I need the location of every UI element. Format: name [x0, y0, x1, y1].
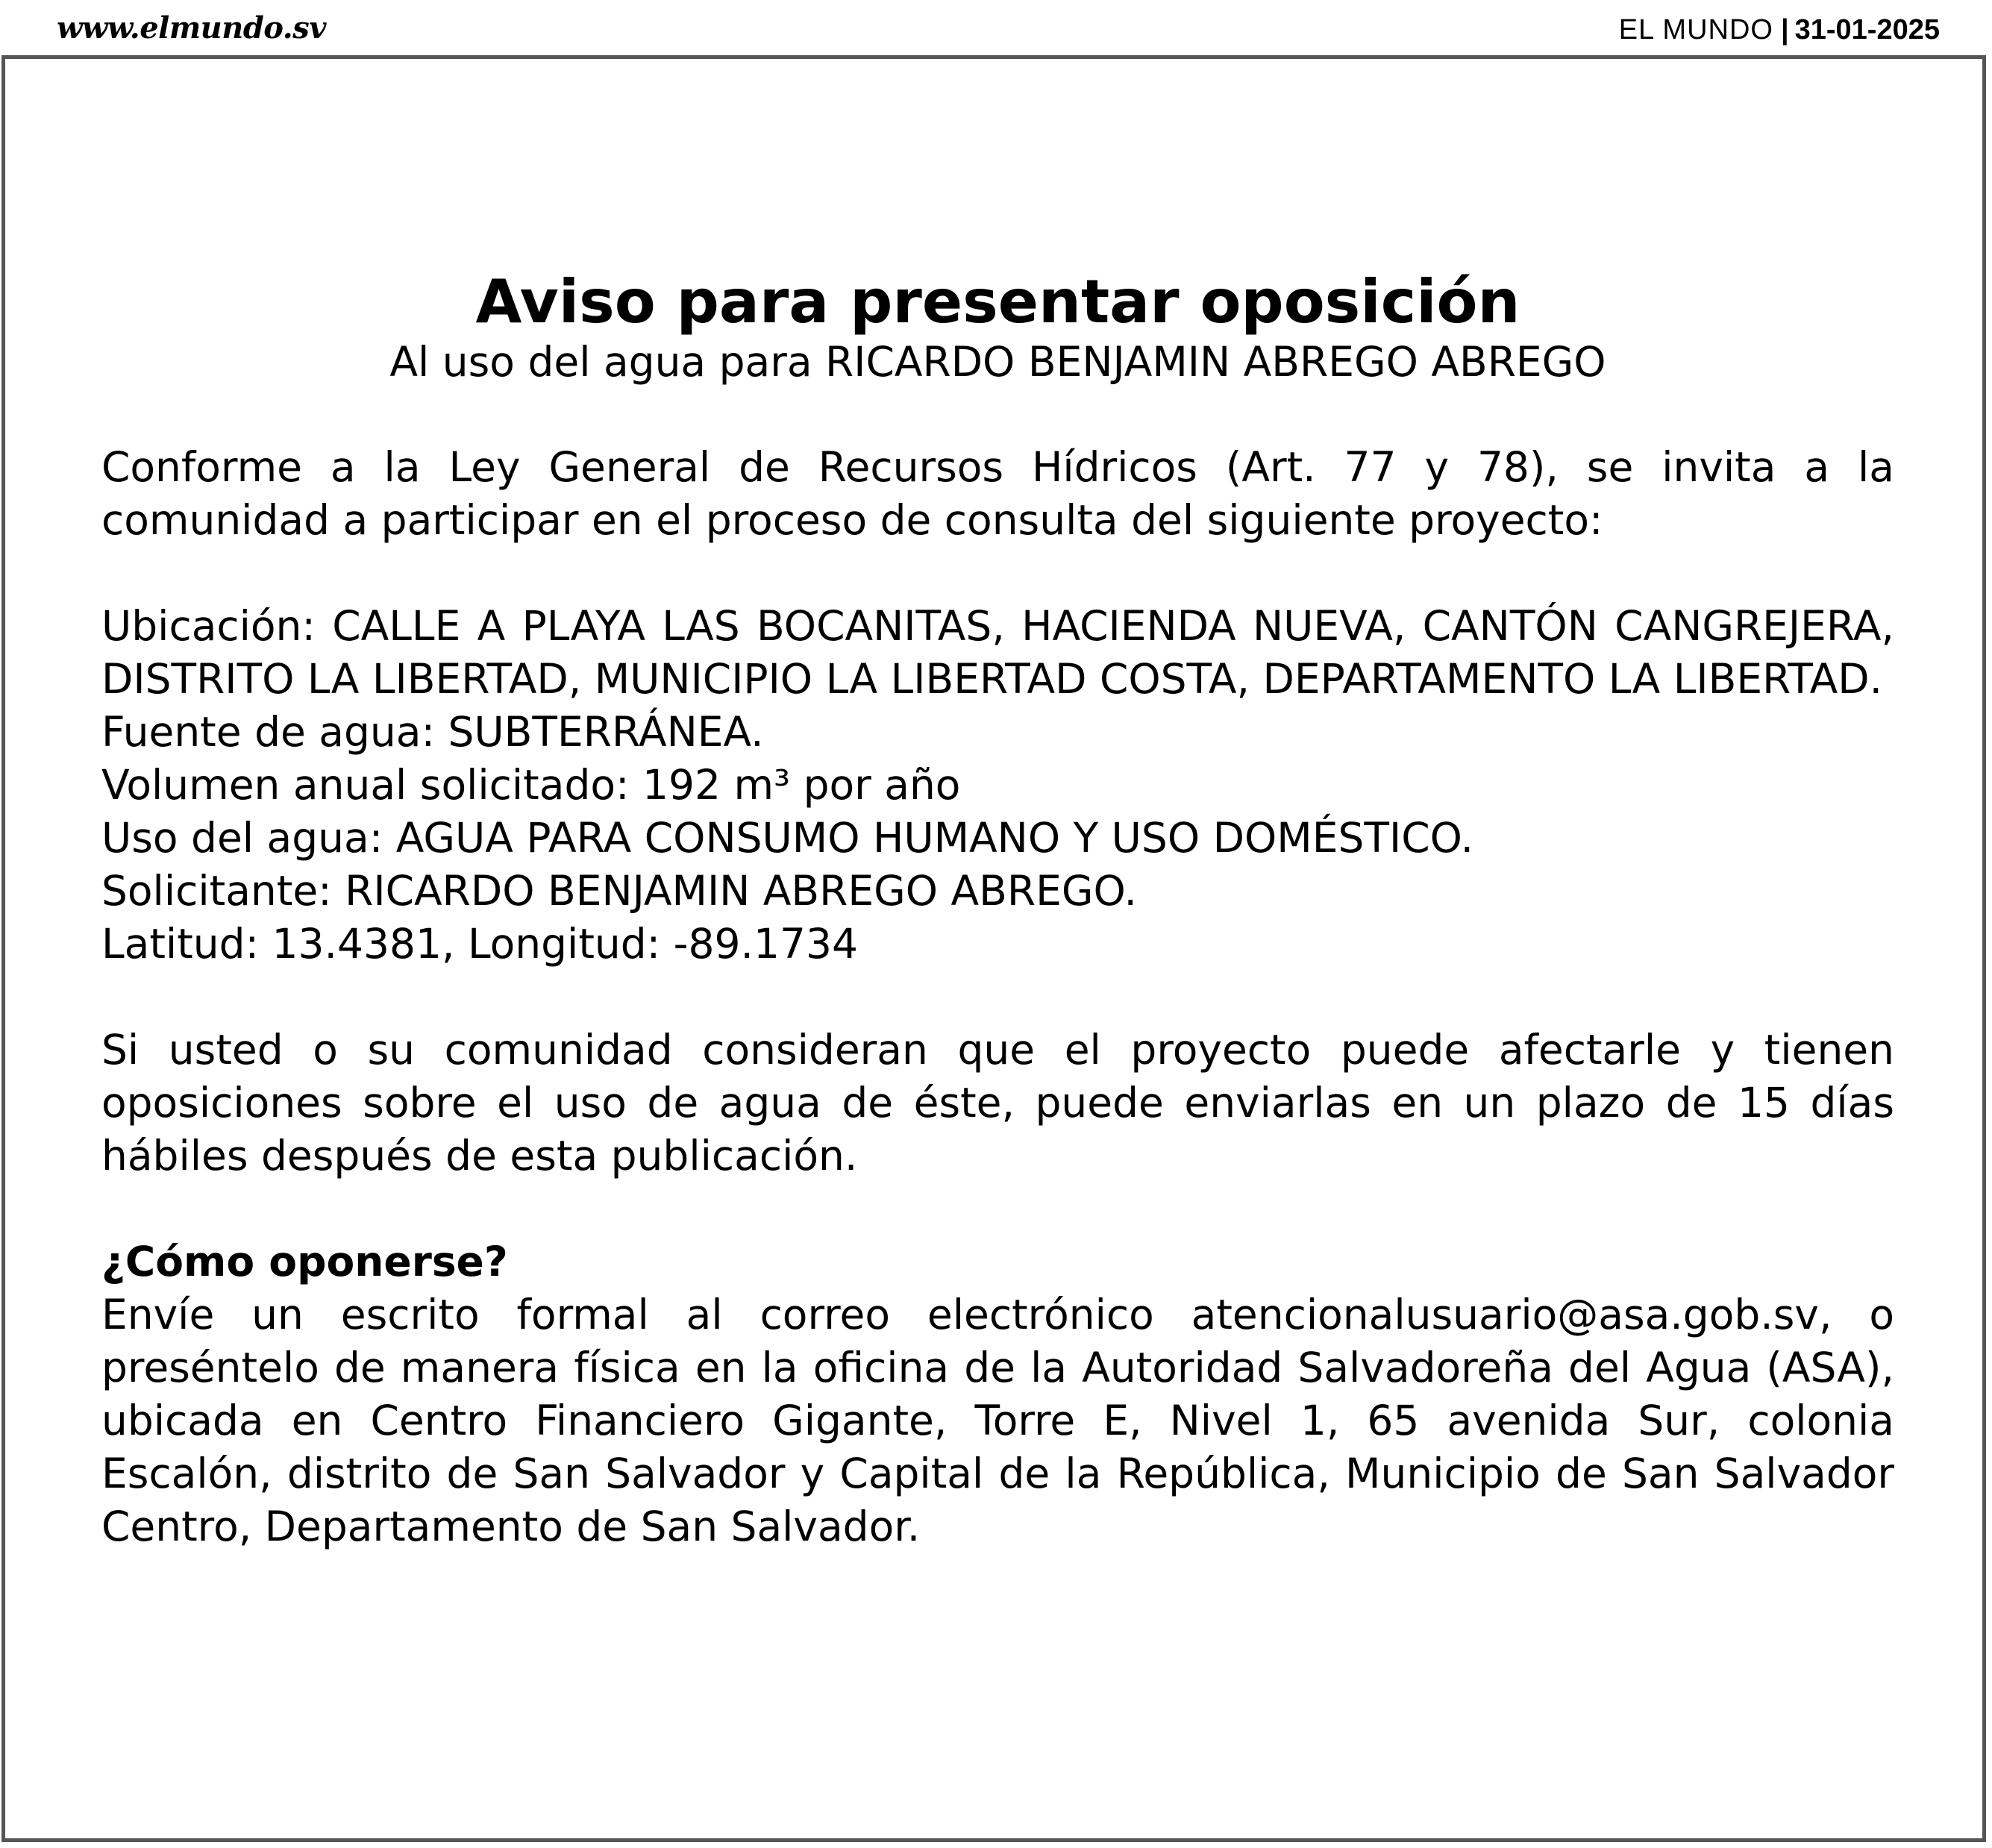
notice-content: [101, 269, 1894, 1553]
detail-applicant: Solicitante: RICARDO BENJAMIN ABREGO ABREGO.: [101, 867, 1137, 915]
detail-source: Fuente de agua: SUBTERRÁNEA.: [101, 708, 764, 756]
spacer: [101, 547, 1894, 600]
publication-date: 31-01-2025: [1794, 14, 1940, 46]
publication-name: EL MUNDO: [1618, 14, 1773, 46]
notice-title: Aviso para presentar oposición: [475, 267, 1520, 336]
publication-info: [1619, 12, 1940, 48]
detail-volume: Volumen anual solicitado: 192 m³ por año: [101, 761, 961, 809]
spacer: [101, 971, 1894, 1024]
header-separator: |: [1780, 14, 1789, 46]
how-to-oppose-heading: ¿Cómo oponerse?: [101, 1238, 508, 1285]
detail-use: Uso del agua: AGUA PARA CONSUMO HUMANO Y USO DOMÉSTICO.: [101, 814, 1474, 862]
notice-subtitle: Al uso del agua para RICARDO BENJAMIN ABREGO ABREGO: [389, 338, 1606, 386]
spacer: [101, 1183, 1894, 1235]
opposition-paragraph: Si usted o su comunidad consideran que el proyecto puede afectarle y tienen oposiciones sobre el uso de agua de éste, puede enviarlas en un plazo de 15 días hábiles después de esta publicación.: [101, 1026, 1894, 1180]
intro-paragraph: Conforme a la Ley General de Recursos Hídricos (Art. 77 y 78), se invita a la comunidad a participar en el proceso de consulta del siguiente proyecto:: [101, 443, 1894, 544]
how-to-oppose-text: Envíe un escrito formal al correo electrónico atencionalusuario@asa.gob.sv, o preséntelo de manera física en la oficina de la Autoridad Salvadoreña del Agua (ASA), ubicada en Centro Financiero Gigante, Torre E, Nivel 1, 65 avenida Sur, colonia Escalón, distrito de San Salvador y Capital de la República, Municipio de San Salvador Centro, Departamento de San Salvador.: [101, 1291, 1894, 1550]
detail-coordinates: Latitud: 13.4381, Longitud: -89.1734: [101, 920, 858, 968]
site-url: www.elmundo.sv: [57, 10, 326, 46]
detail-location: Ubicación: CALLE A PLAYA LAS BOCANITAS, HACIENDA NUEVA, CANTÓN CANGREJERA, DISTRITO LA LIBERTAD, MUNICIPIO LA LIBERTAD COSTA, DEPARTAMENTO LA LIBERTAD.: [101, 602, 1894, 703]
